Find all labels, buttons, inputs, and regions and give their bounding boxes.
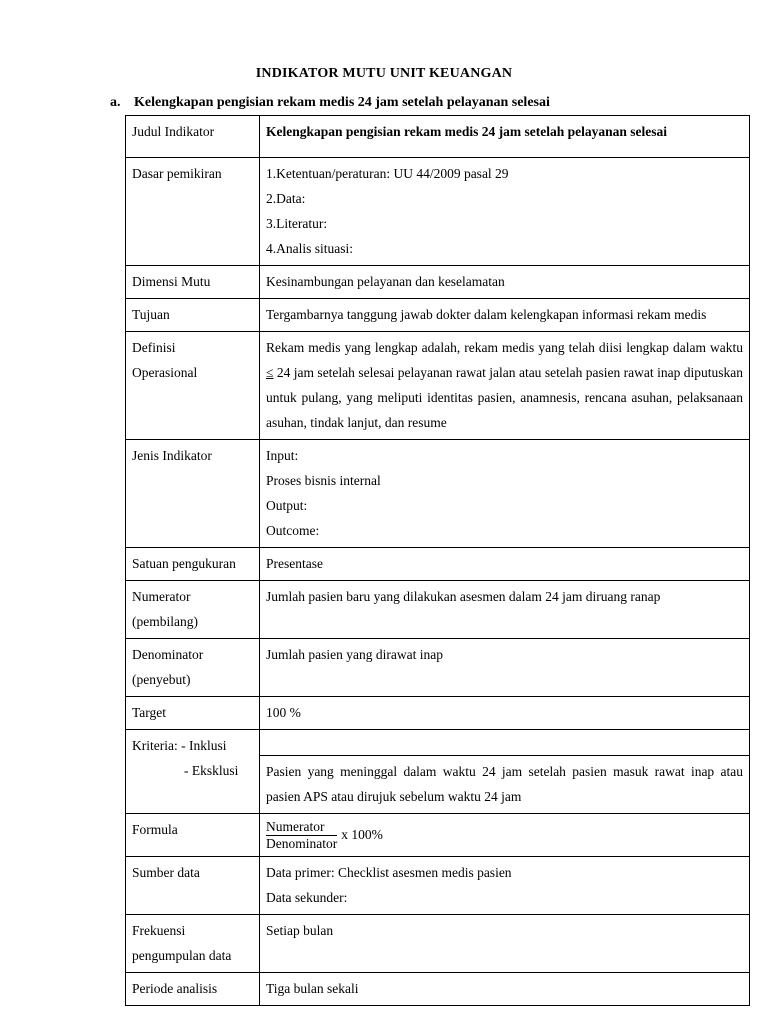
label-denominator-1: Denominator: [132, 647, 204, 662]
document-title: INDIKATOR MUTU UNIT KEUANGAN: [255, 66, 513, 81]
label-satuan: Satuan pengukuran: [126, 548, 260, 581]
row-jenis: [126, 440, 750, 548]
sumber-line: Data sekunder:: [266, 890, 348, 905]
value-numerator: Jumlah pasien baru yang dilakukan asesmen dalam 24 jam diruang ranap: [260, 581, 750, 639]
label-definisi-2: Operasional: [132, 365, 198, 380]
value-eksklusi: Pasien yang meninggal dalam waktu 24 jam setelah pasien masuk rawat inap atau pasien APS atau dirujuk sebelum waktu 24 jam: [260, 756, 750, 814]
row-periode: [126, 973, 750, 1006]
definisi-symbol: ≤: [266, 365, 274, 380]
jenis-line: Outcome:: [266, 523, 320, 538]
value-periode: Tiga bulan sekali: [260, 973, 750, 1006]
label-definisi: [126, 332, 260, 440]
label-sumber: Sumber data: [126, 857, 260, 915]
value-frekuensi: Setiap bulan: [260, 915, 750, 973]
value-dasar: [260, 158, 750, 266]
section-heading-text: Kelengkapan pengisian rekam medis 24 jam setelah pelayanan selesai: [134, 95, 550, 110]
row-tujuan: [126, 299, 750, 332]
value-dimensi: Kesinambungan pelayanan dan keselamatan: [260, 266, 750, 299]
row-formula: [126, 814, 750, 857]
row-sumber: [126, 857, 750, 915]
jenis-line: Output:: [266, 498, 308, 513]
label-jenis: Jenis Indikator: [126, 440, 260, 548]
dasar-line: 2.Data:: [266, 191, 306, 206]
label-kriteria: [126, 730, 260, 814]
label-tujuan: Tujuan: [126, 299, 260, 332]
label-numerator-2: (pembilang): [132, 614, 198, 629]
value-inklusi: [260, 730, 750, 756]
label-judul: Judul Indikator: [126, 116, 260, 158]
row-frekuensi: [126, 915, 750, 973]
label-periode: Periode analisis: [126, 973, 260, 1006]
row-satuan: [126, 548, 750, 581]
indicator-table: [125, 115, 750, 1006]
row-definisi: [126, 332, 750, 440]
label-inklusi: Kriteria: - Inklusi: [132, 738, 227, 753]
label-frekuensi-2: pengumpulan data: [132, 948, 232, 963]
definisi-text-a: Rekam medis yang lengkap adalah, rekam medis yang telah diisi lengkap dalam waktu: [266, 340, 743, 355]
formula-fraction: [266, 819, 337, 852]
value-tujuan: Tergambarnya tanggung jawab dokter dalam kelengkapan informasi rekam medis: [260, 299, 750, 332]
row-dimensi: [126, 266, 750, 299]
value-denominator: Jumlah pasien yang dirawat inap: [260, 639, 750, 697]
label-denominator: [126, 639, 260, 697]
jenis-line: Input:: [266, 448, 299, 463]
value-definisi: [260, 332, 750, 440]
label-dasar: Dasar pemikiran: [126, 158, 260, 266]
sumber-line: Data primer: Checklist asesmen medis pasien: [266, 865, 512, 880]
value-jenis: [260, 440, 750, 548]
row-dasar: [126, 158, 750, 266]
value-satuan: Presentase: [260, 548, 750, 581]
row-judul: [126, 116, 750, 158]
section-heading: [110, 95, 550, 111]
definisi-text-b: 24 jam setelah selesai pelayanan rawat jalan atau setelah pasien rawat inap diputuskan untuk pulang, yang meliputi identitas pasien, anamnesis, rencana asuhan, pelaksanaan asuhan, tindak lanjut, dan resume: [266, 365, 743, 430]
formula-denominator: Denominator: [266, 836, 338, 851]
formula-multiplier: x 100%: [341, 827, 383, 842]
label-denominator-2: (penyebut): [132, 672, 191, 687]
dasar-line: 4.Analis situasi:: [266, 241, 353, 256]
section-number: a.: [110, 95, 121, 110]
value-sumber: [260, 857, 750, 915]
row-target: [126, 697, 750, 730]
label-frekuensi: [126, 915, 260, 973]
jenis-line: Proses bisnis internal: [266, 473, 381, 488]
label-numerator: [126, 581, 260, 639]
row-numerator: [126, 581, 750, 639]
label-frekuensi-1: Frekuensi: [132, 923, 186, 938]
label-definisi-1: Definisi: [132, 340, 176, 355]
row-kriteria-inklusi: [126, 730, 750, 756]
label-dimensi: Dimensi Mutu: [126, 266, 260, 299]
label-numerator-1: Numerator: [132, 589, 191, 604]
label-formula: Formula: [126, 814, 260, 857]
label-target: Target: [126, 697, 260, 730]
value-target: 100 %: [260, 697, 750, 730]
formula-numerator: Numerator: [266, 819, 337, 836]
dasar-line: 3.Literatur:: [266, 216, 328, 231]
label-eksklusi: - Eksklusi: [184, 763, 239, 778]
row-denominator: [126, 639, 750, 697]
dasar-line: 1.Ketentuan/peraturan: UU 44/2009 pasal 29: [266, 166, 509, 181]
value-formula: [260, 814, 750, 857]
value-judul: Kelengkapan pengisian rekam medis 24 jam setelah pelayanan selesai: [260, 116, 750, 158]
